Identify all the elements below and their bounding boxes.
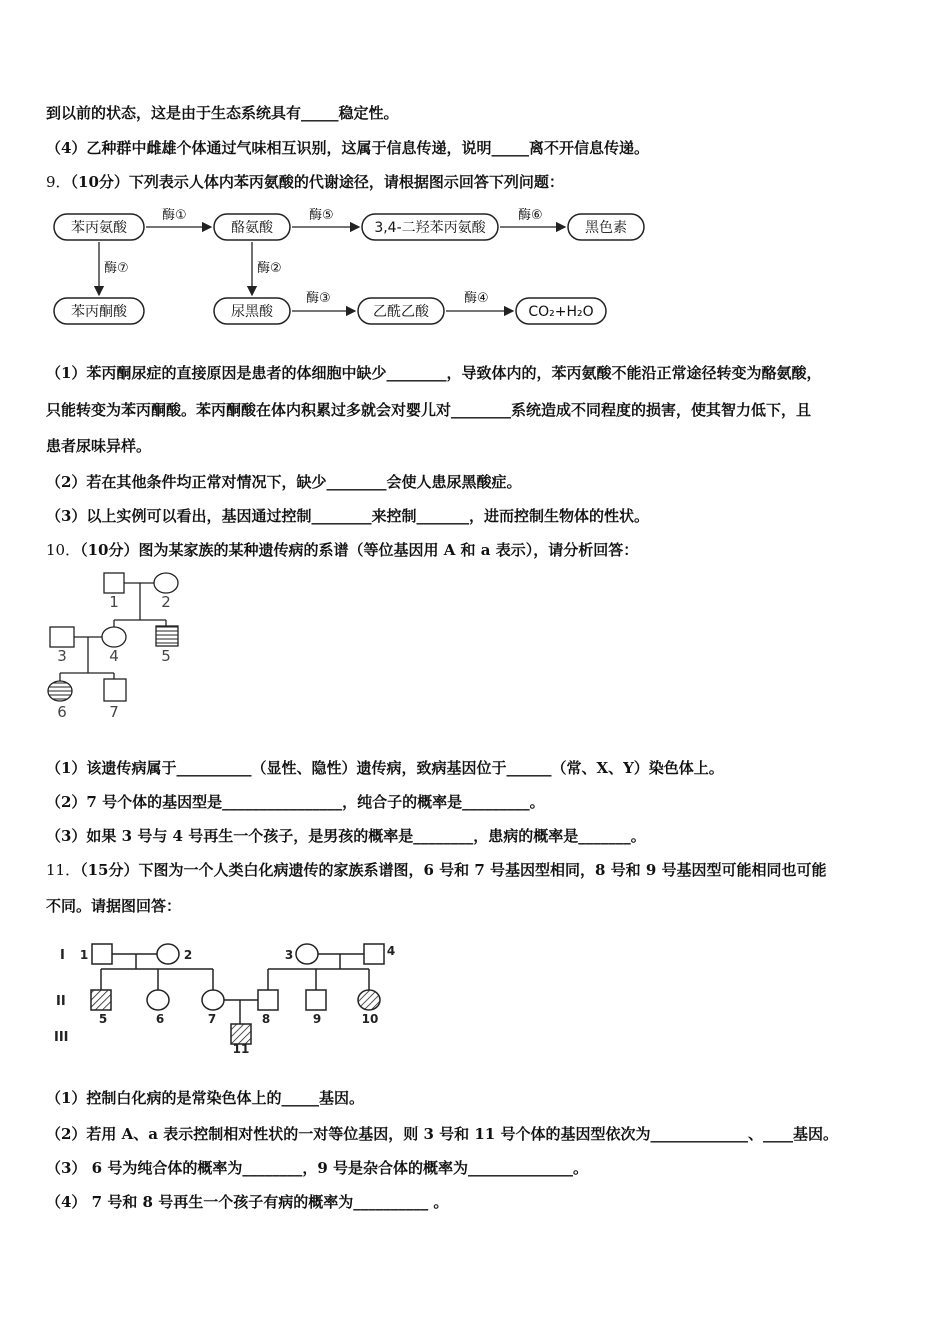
metabolic-pathway-diagram [0,200,950,340]
q11-part-3: （3） 6 号为纯合体的概率为________，9 号是杂合体的概率为______________。 [46,1159,588,1177]
q10-label-1: 1 [109,593,119,611]
q10-label-2: 2 [161,593,171,611]
q10-part-1: （1）该遗传病属于__________（显性、隐性）遗传病，致病基因位于______（常、X、Y）染色体上。 [46,759,724,777]
q11-label-7: 7 [207,1012,217,1026]
q10-number: 10． [46,541,81,559]
q11-individual-3 [296,944,318,964]
node-label-4: 黑色素 [585,220,627,236]
node-label-2: 酪氨酸 [231,220,273,236]
q11-individual-6 [147,990,169,1010]
q10-part-2: （2）7 号个体的基因型是________________，纯合子的概率是_________。 [46,793,545,811]
node-label-5: 苯丙酮酸 [71,304,127,320]
q10-individual-6 [48,681,72,701]
q11-part-4: （4） 7 号和 8 号再生一个孩子有病的概率为__________ 。 [46,1193,449,1211]
q11-label-6: 6 [155,1012,165,1026]
q11-label-10: 10 [361,1012,379,1026]
generation-1-label: I [60,948,65,963]
pedigree-q11 [0,935,420,1055]
q10-label-3: 3 [57,647,67,665]
q11-individual-1 [92,944,112,964]
q10-individual-3 [50,627,74,647]
q9-part-1c: 患者尿味异样。 [46,437,152,455]
q9-number: 9． [46,173,71,191]
enzyme-1-label: 酶① [162,208,187,223]
pedigree-q10 [0,565,200,725]
node-label-3: 3,4-二羟苯丙氨酸 [374,220,486,236]
enzyme-2-label: 酶② [257,261,282,276]
q10-label-6: 6 [57,703,67,721]
q9-part-3: （3）以上实例可以看出，基因通过控制________来控制_______，进而控制生物体的性状。 [46,507,649,525]
q11-heading [46,860,827,880]
q9-part-1a: （1）苯丙酮尿症的直接原因是患者的体细胞中缺少________，导致体内的，苯丙氨酸不能沿正常途径转变为酪氨酸， [46,364,822,382]
node-label-8: CO₂+H₂O [528,304,594,320]
node-label-6: 尿黑酸 [231,304,273,320]
q11-label-1: 1 [79,948,89,962]
q9-part-2: （2）若在其他条件均正常对情况下，缺少________会使人患尿黑酸症。 [46,473,522,491]
q11-label-2: 2 [183,948,193,962]
q9-title: （10分）下列表示人体内苯丙氨酸的代谢途径，请根据图示回答下列问题： [70,173,564,191]
generation-2-label: II [56,994,66,1009]
q10-individual-5 [156,626,178,646]
q11-part-1: （1）控制白化病的是常染色体上的_____基因。 [46,1089,364,1107]
enzyme-7-label: 酶⑦ [104,261,129,276]
q11-individual-9 [306,990,326,1010]
q11-label-8: 8 [261,1012,271,1026]
q11-individual-7 [202,990,224,1010]
q11-title: （15分）下图为一个人类白化病遗传的家族系谱图，6 号和 7 号基因型相同，8 号和 9 号基因型可能相同也可能 [80,861,827,879]
enzyme-5-label: 酶⑤ [309,208,334,223]
q10-title: （10分）图为某家族的某种遗传病的系谱（等位基因用 A 和 a 表示），请分析回答： [80,541,639,559]
q10-individual-4 [102,627,126,647]
q11-label-4: 4 [386,944,396,958]
q8-line-1: 到以前的状态，这是由于生态系统具有_____稳定性。 [46,104,399,122]
q10-part-3: （3）如果 3 号与 4 号再生一个孩子，是男孩的概率是________，患病的概率是_______。 [46,827,646,845]
q10-individual-2 [154,573,178,593]
enzyme-4-label: 酶④ [464,291,489,306]
enzyme-3-label: 酶③ [306,291,331,306]
q11-individual-5 [91,990,111,1010]
q10-individual-1 [104,573,124,593]
q11-individual-11 [231,1024,251,1044]
q8-line-2: （4）乙种群中雌雄个体通过气味相互识别，这属于信息传递，说明_____离不开信息传递。 [46,139,649,157]
enzyme-6-label: 酶⑥ [518,208,543,223]
q11-part-2: （2）若用 A、a 表示控制相对性状的一对等位基因，则 3 号和 11 号个体的基因型依次为_____________、____基因。 [46,1125,838,1143]
q9-part-1b: 只能转变为苯丙酮酸。苯丙酮酸在体内积累过多就会对婴儿对________系统造成不同程度的损害，使其智力低下，且 [46,401,812,419]
q11-individual-4 [364,944,384,964]
q11-individual-10 [358,990,380,1010]
q10-heading [46,540,638,560]
generation-3-label: III [54,1030,69,1045]
q9-heading [46,172,564,192]
q10-label-7: 7 [109,703,119,721]
q11-label-5: 5 [98,1012,108,1026]
node-label-1: 苯丙氨酸 [71,220,127,236]
node-label-7: 乙酰乙酸 [373,304,429,320]
q11-label-9: 9 [312,1012,322,1026]
q10-label-5: 5 [161,647,171,665]
q11-number: 11． [46,861,81,879]
q11-label-3: 3 [284,948,294,962]
q10-label-4: 4 [109,647,119,665]
q10-individual-7 [104,679,126,701]
q11-title-cont: 不同。请据图回答： [46,897,182,915]
q11-label-11: 11 [232,1042,250,1056]
q11-individual-2 [157,944,179,964]
q11-individual-8 [258,990,278,1010]
